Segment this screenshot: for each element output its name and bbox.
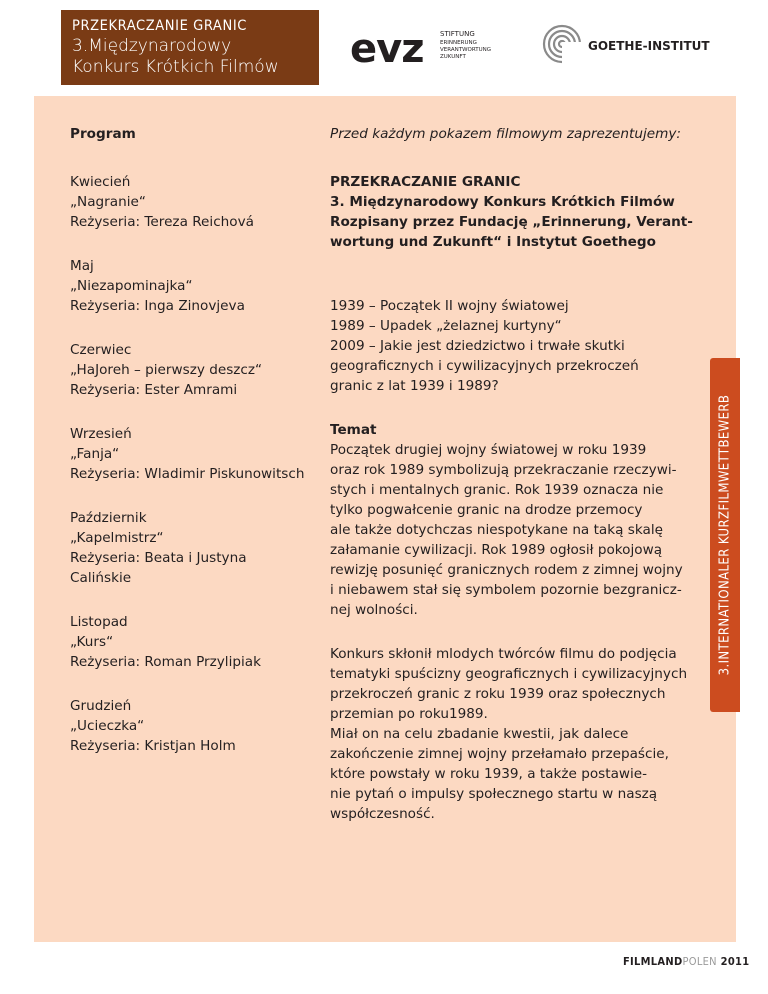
intro-title: wortung und Zukunft“ i Instytut Goethego <box>330 234 656 250</box>
program-month: Czerwiec <box>70 342 132 358</box>
contest-line: Konkurs skłonił mlodych twórców filmu do podjęcia <box>330 646 677 662</box>
dates-line: geograficznych i cywilizacyjnych przekroczeń <box>330 358 639 374</box>
intro-title: PRZEKRACZANIE GRANIC <box>330 174 521 190</box>
goethe-emblem-gap <box>562 42 582 66</box>
evz-logo-line: ERINNERUNG <box>440 40 477 46</box>
program-director: Reżyseria: Wladimir Piskunowitsch <box>70 466 305 482</box>
intro-title: 3. Międzynarodowy Konkurs Krótkich Filmów <box>330 194 675 210</box>
program-title: „Nagranie“ <box>70 194 146 210</box>
dates-block <box>330 296 705 396</box>
program-title: „Ucieczka“ <box>70 718 145 734</box>
program-month: Październik <box>70 510 147 526</box>
header-banner <box>61 10 319 85</box>
theme-line: stych i mentalnych granic. Rok 1939 oznacza nie <box>330 482 664 498</box>
program-director: Reżyseria: Ester Amrami <box>70 382 238 398</box>
program-month: Grudzień <box>70 698 132 714</box>
theme-line: Początek drugiej wojny światowej w roku 1939 <box>330 442 647 458</box>
theme-heading: Temat <box>330 422 377 438</box>
program-director: Reżyseria: Tereza Reichová <box>70 214 254 230</box>
contest-line: które powstały w roku 1939, a także postawie- <box>330 766 648 782</box>
intro-lead: Przed każdym pokazem filmowym zaprezentujemy: <box>330 126 681 142</box>
program-title: „Kurs“ <box>70 634 114 650</box>
theme-line: oraz rok 1989 symbolizują przekraczanie rzeczywi- <box>330 462 677 478</box>
dates-line: granic z lat 1939 i 1989? <box>330 378 499 394</box>
program-title: „Niezapominajka“ <box>70 278 193 294</box>
program-entry <box>70 508 310 588</box>
program-title: „Kapelmistrz“ <box>70 530 164 546</box>
dates-line: 1939 – Początek II wojny światowej <box>330 298 569 314</box>
program-title: „Fanja“ <box>70 446 120 462</box>
program-entry <box>70 172 310 232</box>
header-subtitle: 3.Międzynarodowy Konkurs Krótkich Filmów <box>72 36 279 77</box>
contest-line: współczesność. <box>330 806 435 822</box>
theme-line: ale także dotychczas niespotykane na taką skalę <box>330 522 663 538</box>
evz-logo-mark: evz <box>350 26 424 70</box>
contest-block <box>330 644 705 824</box>
program-month: Listopad <box>70 614 128 630</box>
description-column <box>330 124 705 824</box>
contest-line: zakończenie zimnej wojny przełamało przepaście, <box>330 746 669 762</box>
program-director: Reżyseria: Roman Przylipiak <box>70 654 261 670</box>
goethe-logo-text: GOETHE-INSTITUT <box>588 39 710 53</box>
program-entry <box>70 612 310 672</box>
dates-line: 2009 – Jakie jest dziedzictwo i trwałe skutki <box>330 338 625 354</box>
header-title: PRZEKRACZANIE GRANIC <box>72 18 247 34</box>
goethe-logo <box>542 22 727 66</box>
program-month: Wrzesień <box>70 426 132 442</box>
dates-line: 1989 – Upadek „żelaznej kurtyny“ <box>330 318 562 334</box>
evz-logo-line: STIFTUNG <box>440 30 475 38</box>
program-month: Maj <box>70 258 94 274</box>
theme-line: załamanie cywilizacji. Rok 1989 ogłosił pokojową <box>330 542 663 558</box>
side-tab <box>710 358 740 712</box>
program-director: Reżyseria: Kristjan Holm <box>70 738 236 754</box>
theme-line: i niebawem stał się symbolem pozornie bezgranicz- <box>330 582 682 598</box>
evz-logo <box>350 26 520 70</box>
program-heading: Program <box>70 126 136 142</box>
theme-line: rewizję posunięć granicznych rodem z zimnej wojny <box>330 562 683 578</box>
program-entry <box>70 424 310 484</box>
side-tab-text: 3.INTERNATIONALER KURZFILMWETTBEWERB <box>717 394 733 676</box>
contest-line: nie pytań o impulsy społecznego startu w naszą <box>330 786 658 802</box>
evz-logo-line: VERANTWORTUNG <box>440 47 492 53</box>
footer-brand <box>623 955 749 968</box>
contest-line: przekroczeń granic z roku 1939 oraz społecznych <box>330 686 666 702</box>
program-director: Reżyseria: Inga Zinovjeva <box>70 298 245 314</box>
program-column <box>70 124 310 756</box>
evz-logo-line: ZUKUNFT <box>440 54 466 60</box>
theme-block <box>330 420 705 620</box>
contest-line: przemian po roku1989. <box>330 706 488 722</box>
program-entry <box>70 696 310 756</box>
program-director: Reżyseria: Beata i Justyna Calińskie <box>70 550 247 586</box>
footer-brand-part: POLEN <box>682 955 717 968</box>
intro-title: Rozpisany przez Fundację „Erinnerung, Verant- <box>330 214 693 230</box>
contest-line: tematyki spuścizny geograficznych i cywilizacyjnych <box>330 666 688 682</box>
theme-line: nej wolności. <box>330 602 418 618</box>
footer-brand-part: FILMLAND <box>623 955 683 968</box>
program-entry <box>70 256 310 316</box>
program-entry <box>70 340 310 400</box>
contest-line: Miał on na celu zbadanie kwestii, jak dalece <box>330 726 629 742</box>
program-title: „HaJoreh – pierwszy deszcz“ <box>70 362 263 378</box>
footer-year: 2011 <box>716 955 750 968</box>
program-month: Kwiecień <box>70 174 131 190</box>
theme-line: tylko pogwałcenie granic na drodze przemocy <box>330 502 643 518</box>
